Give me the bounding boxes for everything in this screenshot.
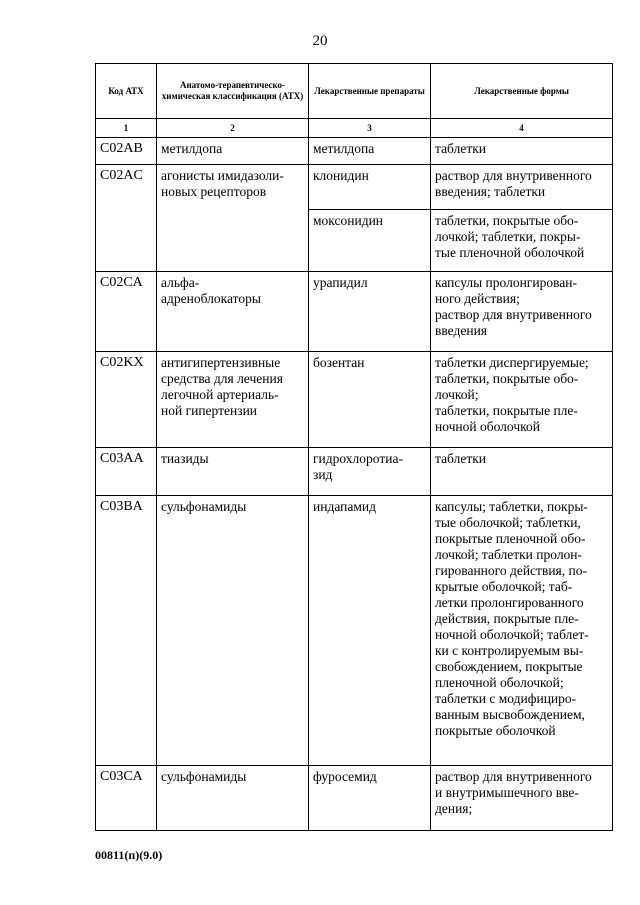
table-row [96,272,613,352]
atx-code: C03AA [96,448,157,496]
dosage-forms: таблетки, покрытые обо- лочкой; таблетки, покры- тые пленочной оболочкой [431,210,613,272]
atx-class: агонисты имидазоли- новых рецепторов [157,165,309,272]
atx-class: антигипертензивные средства для лечения легочной артериаль- ной гипертензии [157,352,309,448]
dosage-forms: таблетки [431,138,613,165]
column-number: 2 [157,119,309,138]
page-number: 20 [312,33,328,49]
atx-code: C03BA [96,496,157,766]
column-number-row [96,119,613,138]
table-header-row [96,64,613,119]
atx-class: тиазиды [157,448,309,496]
atx-code: C02AB [96,138,157,165]
column-number: 1 [96,119,157,138]
table-row [96,352,613,448]
drug-name: клонидин [309,165,431,210]
atx-code: C02AC [96,165,157,272]
header-forms: Лекарственные формы [431,64,613,119]
dosage-forms: раствор для внутривенного введения; таблетки [431,165,613,210]
header-drugs: Лекарственные препараты [309,64,431,119]
table-row [96,138,613,165]
dosage-forms: таблетки [431,448,613,496]
atx-code: C02CA [96,272,157,352]
drug-name: индапамид [309,496,431,766]
table-row [96,496,613,766]
drug-name: фуросемид [309,766,431,831]
atx-table [95,63,613,831]
atx-class: альфа- адреноблокаторы [157,272,309,352]
table-row [96,448,613,496]
atx-class: сульфонамиды [157,766,309,831]
dosage-forms: капсулы пролонгирован- ного действия; раствор для внутривенного введения [431,272,613,352]
dosage-forms: капсулы; таблетки, покры- тые оболочкой; таблетки, покрытые пленочной обо- лочкой; таблетки пролон- гированного действия, по- крытые оболочкой; таб- летки пролонгированного действия, покрытые пле- ночной оболочкой; таблет- ки с контролируемым вы- свобождением, покрытые пленочной оболочкой; таблетки с модифициро- ванным высвобождением, покрытые оболочкой [431,496,613,766]
table-row [96,165,613,210]
document-code: 00811(п)(9.0) [95,848,163,862]
drug-name: урапидил [309,272,431,352]
dosage-forms: раствор для внутривенного и внутримышечного вве- дения; [431,766,613,831]
dosage-forms: таблетки диспергируемые; таблетки, покрытые обо- лочкой; таблетки, покрытые пле- ночной оболочкой [431,352,613,448]
header-code: Код АТХ [96,64,157,119]
table-row [96,766,613,831]
atx-class: сульфонамиды [157,496,309,766]
atx-class: метилдопа [157,138,309,165]
drug-name: бозентан [309,352,431,448]
header-classification: Анатомо-терапевтическо-химическая классификация (АТХ) [157,64,309,119]
column-number: 3 [309,119,431,138]
drug-name: моксонидин [309,210,431,272]
column-number: 4 [431,119,613,138]
atx-code: C03CA [96,766,157,831]
drug-name: метилдопа [309,138,431,165]
atx-code: C02KX [96,352,157,448]
drug-name: гидрохлоротиа- зид [309,448,431,496]
